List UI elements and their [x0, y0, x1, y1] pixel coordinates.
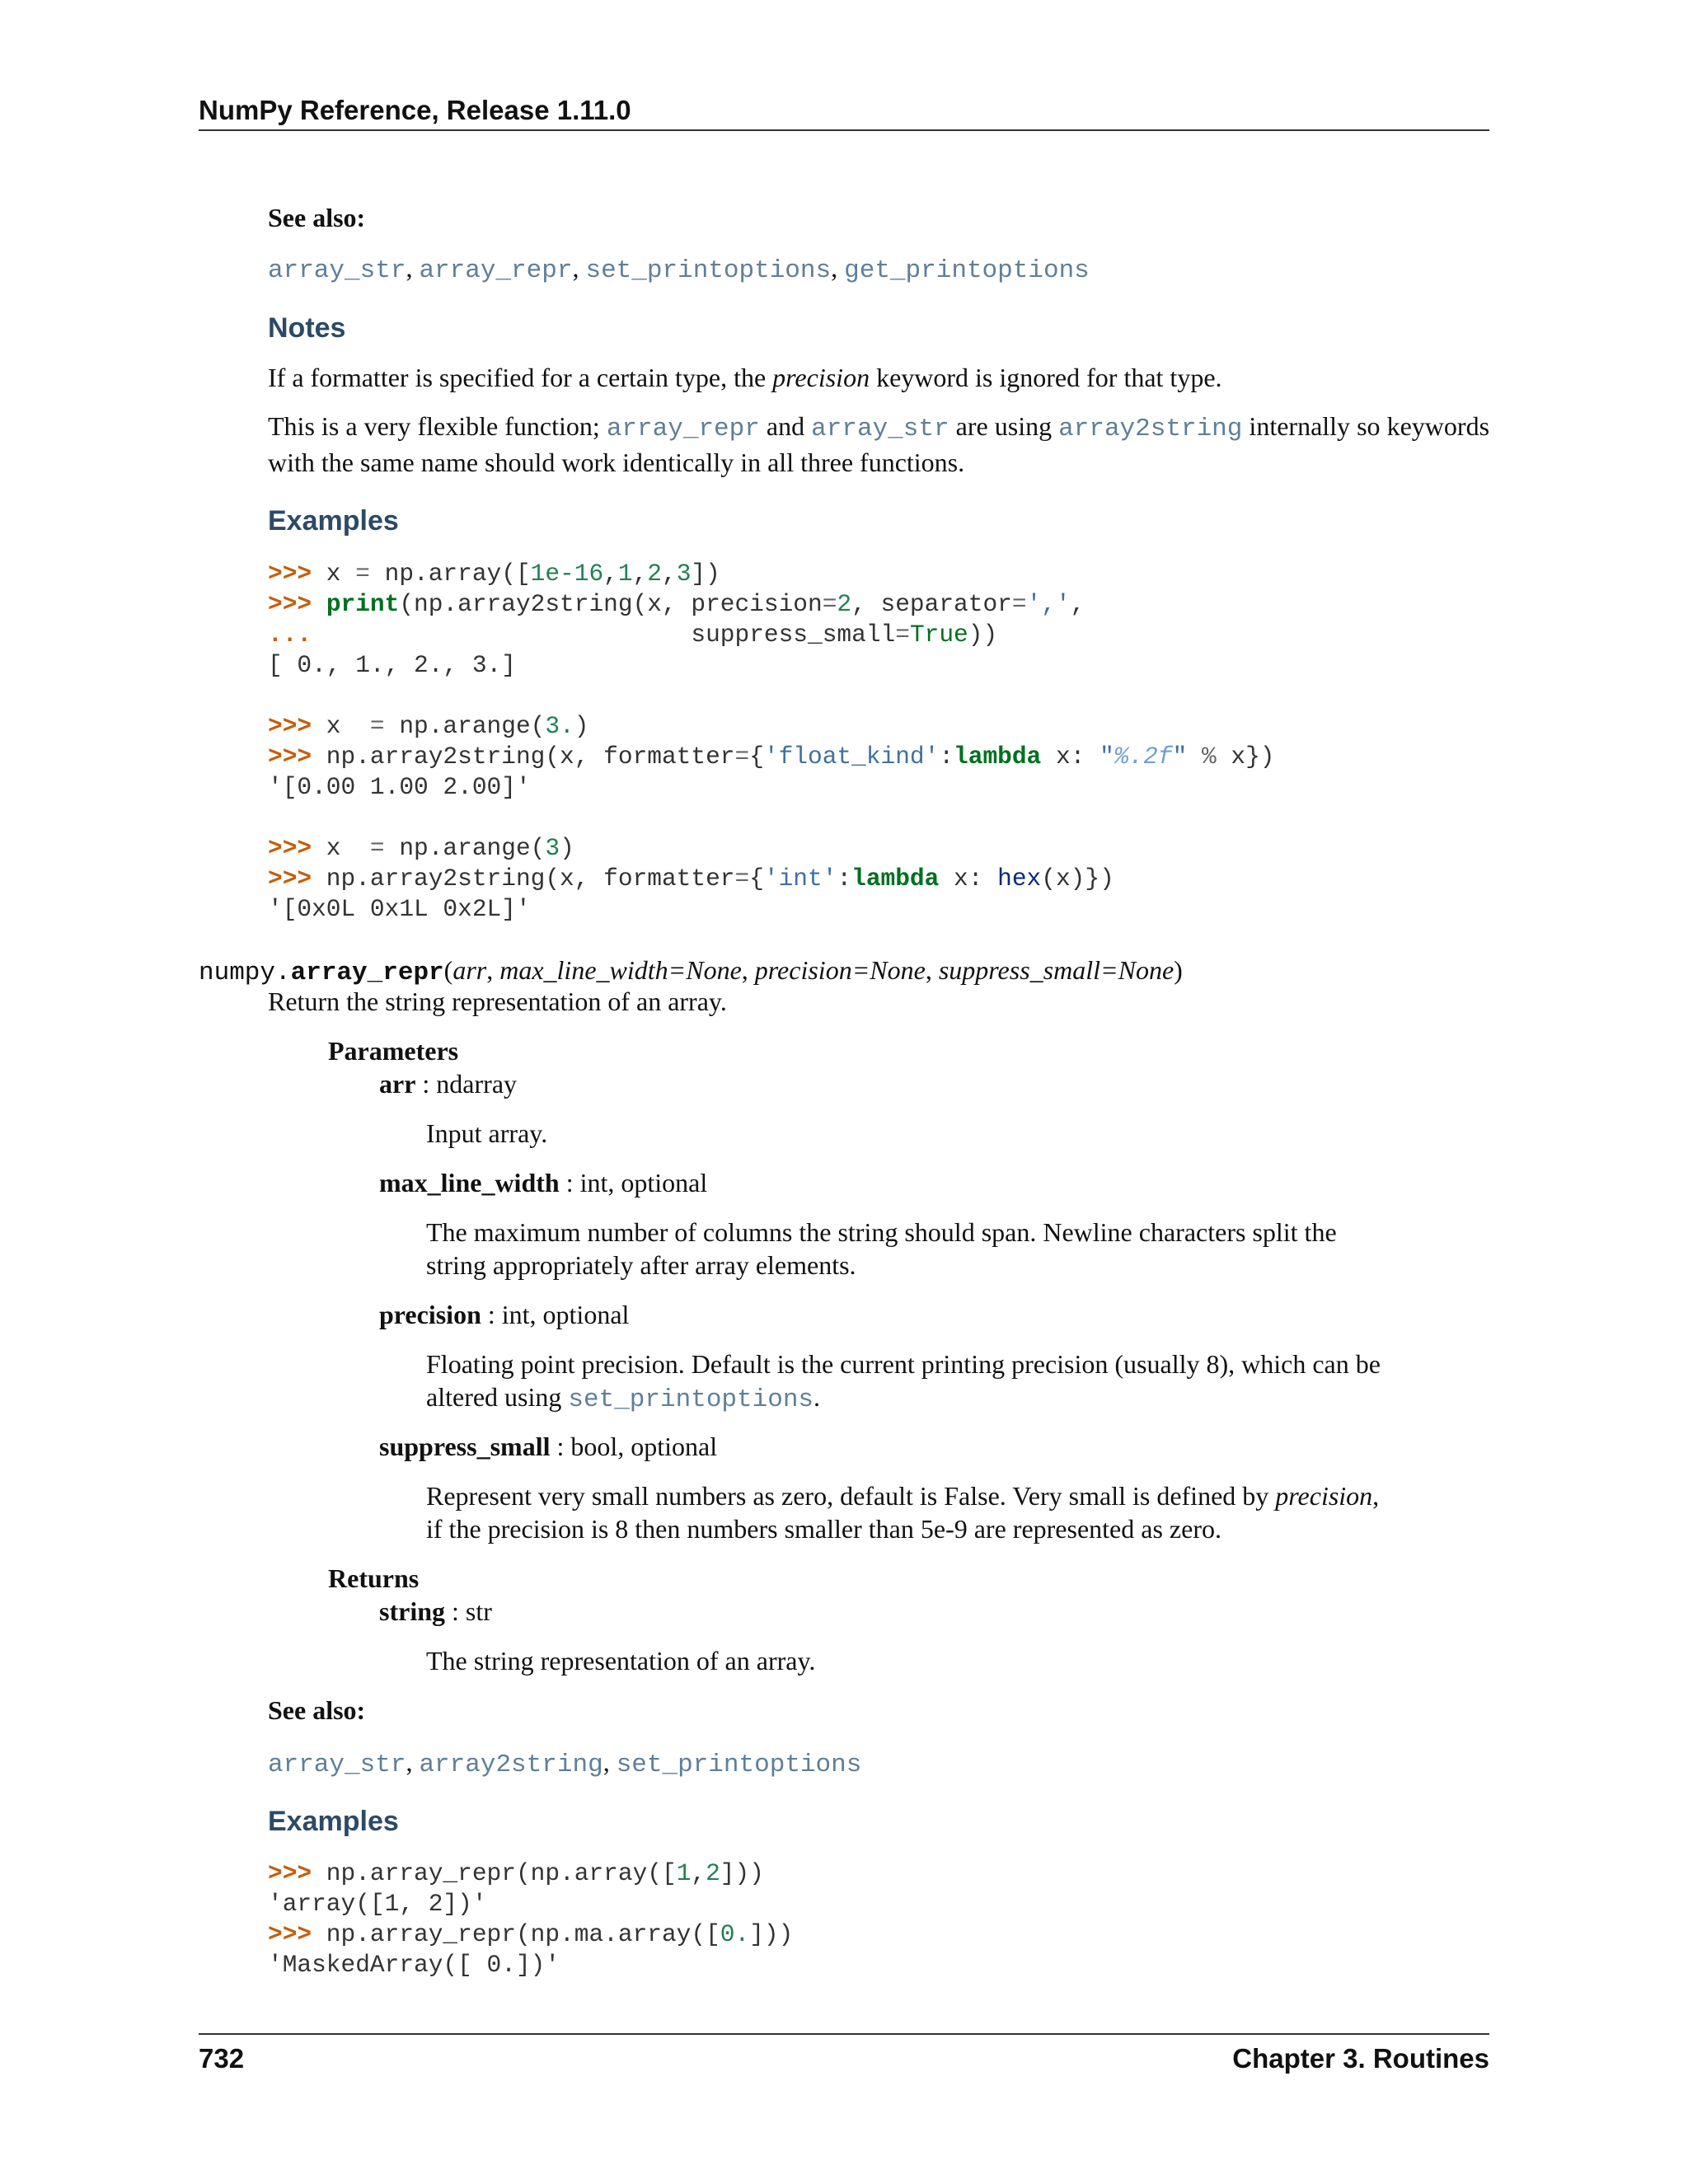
param-max-line-width: max_line_width : int, optional — [379, 1168, 708, 1197]
link-get-printoptions[interactable]: get_printoptions — [844, 256, 1090, 285]
code-output: '[0.00 1.00 2.00]' — [268, 773, 531, 801]
examples-heading: Examples — [268, 505, 399, 537]
notes-heading: Notes — [268, 312, 346, 344]
chapter-title: Chapter 3. Routines — [1232, 2043, 1489, 2074]
link-array2string[interactable]: array2string — [1058, 415, 1243, 443]
code-output: 'array([1, 2])' — [268, 1890, 487, 1918]
function-signature: numpy.array_repr(arr, max_line_width=None, precision=None, suppress_small=None) — [199, 955, 1183, 987]
code-output: 'MaskedArray([ 0.])' — [268, 1951, 560, 1979]
code-line: >>> np.array_repr(np.array([1,2])) — [268, 1859, 764, 1887]
link-array-repr[interactable]: array_repr — [606, 415, 760, 443]
page-number: 732 — [199, 2043, 245, 2074]
see-also-links: array_str, array_repr, set_printoptions, get_printoptions — [268, 253, 1090, 285]
code-line: ... suppress_small=True)) — [268, 621, 998, 649]
param-suppress-small: suppress_small : bool, optional — [379, 1432, 718, 1461]
link-set-printoptions[interactable]: set_printoptions — [616, 1750, 862, 1779]
link-array2string[interactable]: array2string — [419, 1750, 603, 1779]
code-block-2 — [268, 1858, 793, 1980]
param-arr-desc: Input array. — [426, 1118, 548, 1148]
returns-heading: Returns — [328, 1563, 420, 1593]
see-also-links: array_str, array2string, set_printoptions — [268, 1747, 862, 1779]
code-line: >>> np.array_repr(np.ma.array([0.])) — [268, 1920, 794, 1948]
return-string: string : str — [379, 1596, 492, 1626]
code-line: >>> x = np.arange(3.) — [268, 712, 589, 740]
param-suppress-small-desc: Represent very small numbers as zero, default is False. Very small is defined by precision, if the precision is 8 then numbers smaller than 5e-9 are represented as zero. — [426, 1481, 1380, 1544]
param-precision-desc: Floating point precision. Default is the current printing precision (usually 8), which can be altered using set_printoptions. — [426, 1349, 1381, 1414]
code-line: >>> np.array2string(x, formatter={'float_kind':lambda x: "%.2f" % x}) — [268, 743, 1275, 771]
see-also-label: See also: — [268, 203, 366, 232]
footer-rule — [199, 2033, 1489, 2035]
param-arr: arr : ndarray — [379, 1069, 518, 1099]
code-line: >>> x = np.arange(3) — [268, 834, 574, 862]
notes-paragraph-2: This is a very flexible function; array_repr and array_str are using array2string internally so keywords with the same name should work identically in all three functions. — [268, 411, 1490, 477]
code-line: >>> x = np.array([1e-16,1,2,3]) — [268, 560, 720, 588]
running-header: NumPy Reference, Release 1.11.0 — [199, 95, 631, 125]
param-max-line-width-desc: The maximum number of columns the string should span. Newline characters split the string appropriately after array elements. — [426, 1217, 1337, 1280]
notes-paragraph-1: If a formatter is specified for a certain type, the precision keyword is ignored for that type. — [268, 363, 1222, 392]
link-array-str[interactable]: array_str — [268, 256, 406, 285]
header-rule — [199, 129, 1489, 131]
code-line: >>> print(np.array2string(x, precision=2, separator=',', — [268, 590, 1085, 618]
link-array-repr[interactable]: array_repr — [419, 256, 573, 285]
link-array-str[interactable]: array_str — [268, 1750, 406, 1779]
code-output: '[0x0L 0x1L 0x2L]' — [268, 895, 531, 923]
see-also-label: See also: — [268, 1695, 366, 1725]
code-output: [ 0., 1., 2., 3.] — [268, 651, 516, 679]
examples-heading: Examples — [268, 1806, 399, 1837]
param-precision: precision : int, optional — [379, 1300, 630, 1329]
function-name: array_repr — [290, 958, 444, 987]
parameters-heading: Parameters — [328, 1036, 459, 1066]
link-set-printoptions[interactable]: set_printoptions — [568, 1385, 814, 1414]
link-array-str[interactable]: array_str — [811, 415, 950, 443]
link-set-printoptions[interactable]: set_printoptions — [585, 256, 832, 285]
code-line: >>> np.array2string(x, formatter={'int':lambda x: hex(x)}) — [268, 865, 1114, 893]
function-summary: Return the string representation of an array. — [268, 987, 727, 1016]
code-block-1 — [268, 559, 1275, 925]
return-desc: The string representation of an array. — [426, 1646, 816, 1675]
